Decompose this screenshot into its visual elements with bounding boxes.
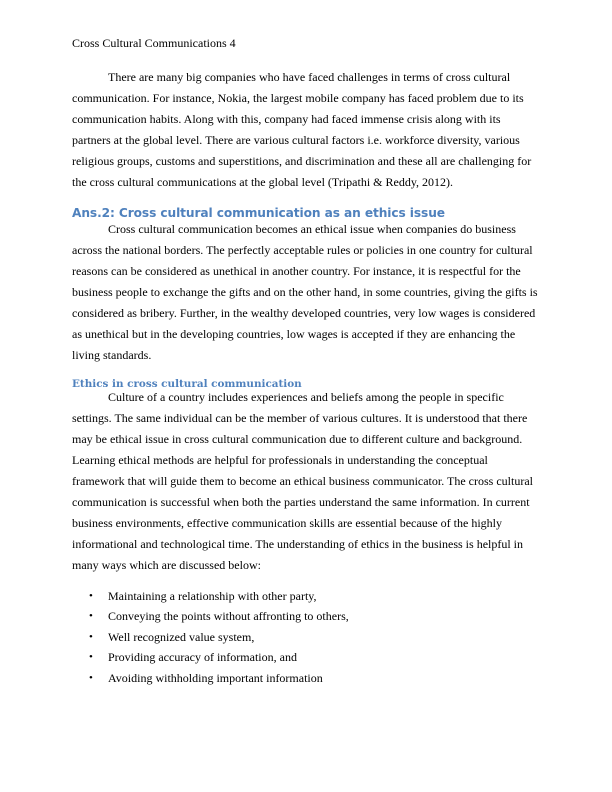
list-item-text: Avoiding withholding important information [108, 670, 323, 685]
ans2-heading: Ans.2: Cross cultural communication as an ethics issue [72, 206, 445, 220]
list-item [72, 668, 542, 688]
list-item [72, 606, 542, 626]
ans2-paragraph: Cross cultural communication becomes an ethical issue when companies do business across the national borders. The perfectly acceptable rules or policies in one country for cultural reasons can be considered as unethical in another country. For instance, it is respectful for the business people to exchange the gifts and on the other hand, in some countries, giving the gifts is considered as bribery. Further, in the wealthy developed countries, very low wages is considered as unethical but in the developing countries, low wages is accepted if they are enhancing the living standards. [72, 222, 538, 362]
ethics-bullet-list [72, 586, 542, 688]
list-item [72, 586, 542, 606]
intro-paragraph: There are many big companies who have faced challenges in terms of cross cultural communication. For instance, Nokia, the largest mobile company has faced problem due to its communication habits. Along with this, company had faced immense crisis along with its partners at the global level. There are various cultural factors i.e. workforce diversity, various religious groups, customs and superstitions, and discrimination and these all are challenging for the cross cultural communications at the global level (Tripathi & Reddy, 2012). [72, 70, 532, 189]
list-item-text: Well recognized value system, [108, 629, 255, 644]
list-item [72, 647, 542, 667]
list-item [72, 627, 542, 647]
bullet-icon: • [89, 651, 93, 664]
list-item-text: Maintaining a relationship with other party, [108, 589, 317, 603]
bullet-icon: • [89, 590, 93, 602]
bullet-icon: • [89, 671, 93, 684]
list-item-text: Providing accuracy of information, and [108, 650, 297, 665]
bullet-icon: • [89, 630, 93, 643]
ethics-paragraph: Culture of a country includes experiences and beliefs among the people in specific settings. The same individual can be the member of various cultures. It is understood that there may be ethical issue in cross cultural communication due to different culture and background. Learning ethical methods are helpful for professionals in understanding the conceptual framework that will guide them to become an ethical business communicator. The cross cultural communication is successful when both the parties understand the same information. In current business environments, effective communication skills are essential because of the highly informational and technological time. The understanding of ethics in the business is helpful in many ways which are discussed below: [72, 390, 533, 572]
bullet-icon: • [89, 610, 93, 623]
list-item-text: Conveying the points without affronting to others, [108, 609, 349, 624]
running-header: Cross Cultural Communications 4 [72, 36, 236, 50]
ethics-subheading: Ethics in cross cultural communication [72, 378, 302, 390]
